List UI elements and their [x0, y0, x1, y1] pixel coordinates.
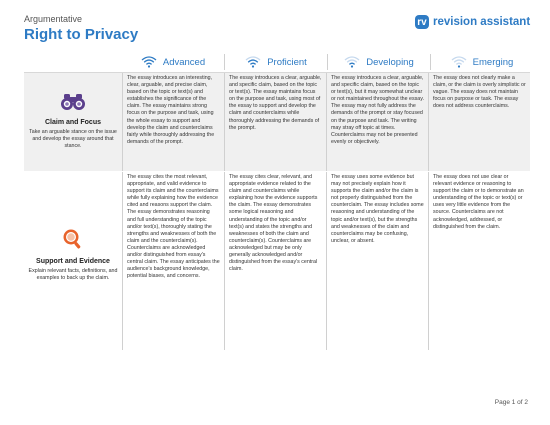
criterion-cell: [24, 73, 122, 171]
binoculars-icon: [60, 93, 86, 111]
rubric-cell-emerging: The essay does not clearly make a claim, or the claim is overly simplistic or vague. The essay does not maintain focus on purpose or task. The essay does not address counterclaims.: [428, 73, 530, 171]
criterion-cell: [24, 172, 122, 350]
rubric-cell-emerging: The essay does not use clear or relevant evidence or reasoning to support the claim or to demonstrate an understanding of the topic or text(s) or uses very little evidence from the source. Counterclaims are not acknowledged, addressed, or distinguished from the claim.: [428, 172, 530, 350]
brand-logo: [415, 15, 530, 29]
level-label: Emerging: [472, 56, 514, 68]
wifi-signal-3-icon: [245, 56, 261, 68]
criterion-name: Claim and Focus: [44, 119, 101, 126]
document-subtitle: Argumentative: [24, 14, 83, 24]
rubric-cell-proficient: The essay cites clear, relevant, and appropriate evidence related to the claim and counterclaims while explaining how the evidence supports the claim. The essay demonstrates some logical reasoning and understanding of the topic and/or text(s) and states the strengths and weaknesses of both the claim and counterclaim(s). Counterclaims are acknowledged but may be only generally acknowledged and/or distinguished from the essay's central claim.: [224, 172, 326, 350]
level-label: Developing: [366, 56, 414, 68]
rubric-row-support-and-evidence: [24, 172, 530, 350]
page-number: Page 1 of 2: [494, 399, 528, 406]
level-label: Proficient: [267, 56, 307, 68]
rubric-cell-proficient: The essay introduces a clear, arguable, and specific claim, based on the topic or text(s). The essay maintains focus on the purpose and task, using most of the essay to support and develop the claim and counterclaims while thoroughly addressing the demands of the prompt.: [224, 73, 326, 171]
rubric-cell-developing: The essay uses some evidence but may not precisely explain how it supports the claim and/or the claim is not properly distinguished from the counterclaim. The essay includes some reasoning and understanding of the topic and/or text(s), but the strengths and weaknesses of the claim and counterclaims may be confusing, unclear, or absent.: [326, 172, 428, 350]
rubric-row-claim-and-focus: [24, 72, 530, 171]
level-header-advanced: [122, 54, 225, 70]
rubric-cell-developing: The essay introduces a clear, arguable, and specific claim, based on the topic or text(s), but it may somewhat unclear or not maintained throughout the essay. The essay may not fully address the demands of the prompt or stay focused on the purpose and task. The writing may stray off topic at times. Counterclaims may not be presented evenly or objectively.: [326, 73, 428, 171]
criterion-name: Support and Evidence: [36, 258, 110, 265]
level-header-emerging: [431, 54, 533, 70]
rubric-cell-advanced: The essay introduces an interesting, clear, arguable, and precise claim, based on the topic or text(s) and establishes the significance of the claim. The essay maintains strong focus on the purpose and task, using the whole essay to support and develop the claim and counterclaims fairly while thoroughly addressing the demands of the prompt.: [122, 73, 224, 171]
wifi-signal-2-icon: [344, 56, 360, 68]
criterion-description: Explain relevant facts, definitions, and examples to back up the claim.: [28, 268, 118, 281]
magnifying-glass-icon: [60, 228, 86, 250]
criterion-description: Take an arguable stance on the issue and develop the essay around that stance.: [29, 129, 117, 149]
level-header-developing: [328, 54, 431, 70]
wifi-signal-4-icon: [141, 56, 157, 68]
brand-name: revision assistant: [433, 16, 531, 28]
rubric-level-header: [122, 54, 533, 70]
revision-assistant-logo-icon: rv: [415, 15, 429, 29]
level-header-proficient: [225, 54, 328, 70]
rubric-cell-advanced: The essay cites the most relevant, appropriate, and valid evidence to support its claim and the counterclaims while fully explaining how the evidence cited and reasons support the claim. The essay demonstrates reasoning and full understanding of the topic and/or text(s), thoroughly stating the strengths and weaknesses of both the claim and the counterclaim(s). Counterclaims are acknowledged and/or distinguished from essay's central claim. The essay anticipates the audience's background knowledge, potential biases, and concerns.: [122, 172, 224, 350]
document-title: Right to Privacy: [24, 26, 139, 43]
level-label: Advanced: [162, 56, 206, 68]
wifi-signal-1-icon: [451, 56, 467, 68]
